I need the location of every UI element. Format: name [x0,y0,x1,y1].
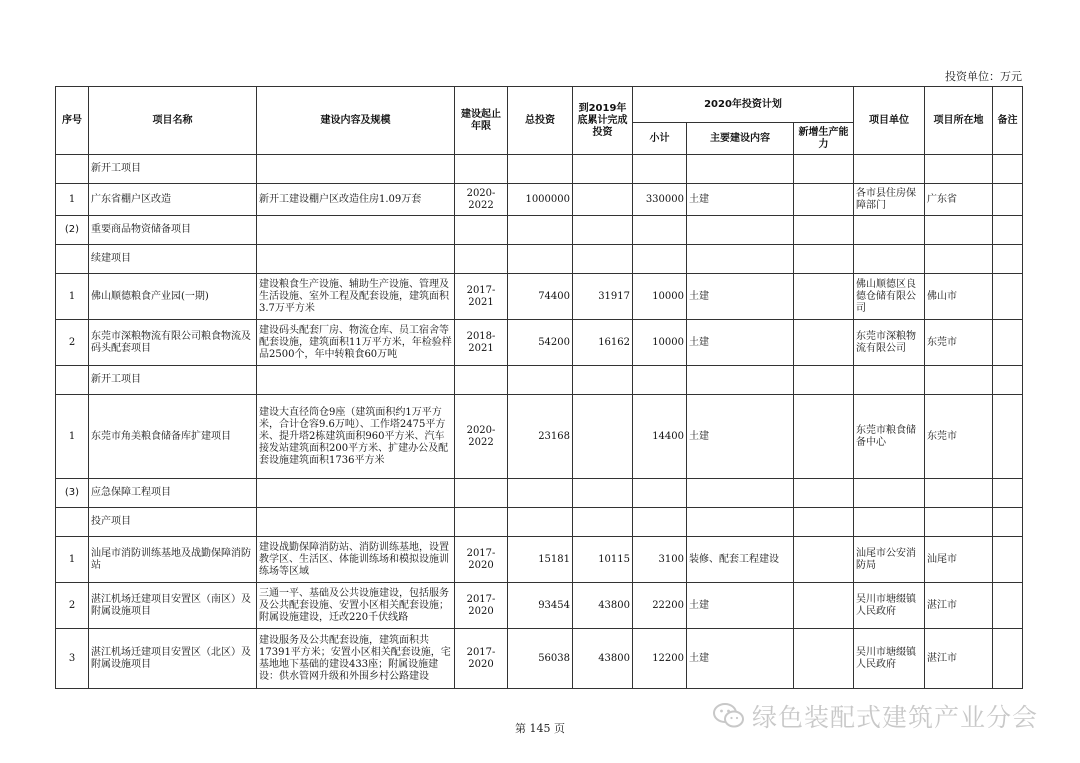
project-note [993,537,1023,583]
row-seq: 1 [56,274,89,320]
empty-cell [508,245,573,274]
empty-cell [993,216,1023,245]
project-location: 东莞市 [925,395,993,479]
project-location: 广东省 [925,184,993,216]
project-note [993,184,1023,216]
total-investment: 93454 [508,583,573,629]
project-name: 汕尾市消防训练基地及战勤保障消防站 [89,537,257,583]
project-name: 广东省棚户区改造 [89,184,257,216]
project-period: 2017-2020 [455,629,508,689]
watermark [712,698,1038,734]
plan-subtotal: 22200 [633,583,687,629]
project-row [56,583,1023,629]
section-row [56,508,1023,537]
project-location: 汕尾市 [925,537,993,583]
empty-cell [508,155,573,184]
project-name: 东莞市深粮物流有限公司粮食物流及码头配套项目 [89,320,257,366]
row-seq: 1 [56,184,89,216]
project-period: 2017-2021 [455,274,508,320]
empty-cell [794,479,854,508]
empty-cell [925,366,993,395]
project-note [993,583,1023,629]
section-row [56,216,1023,245]
section-title: 新开工项目 [89,155,257,184]
section-seq [56,245,89,274]
project-scope: 建设战勤保障消防站、消防训练基地，设置教学区、生活区、体能训练场和模拟设施训练场等区域 [257,537,455,583]
empty-cell [687,245,794,274]
cumulative-investment: 43800 [573,583,633,629]
project-scope: 建设大直径筒仓9座（建筑面积约1万平方米，合计仓容9.6万吨）、工作塔2475平方米、提升塔2栋建筑面积960平方米、汽车接发站建筑面积200平方米、扩建办公及配套设施建筑面积1736平方米 [257,395,455,479]
project-row [56,395,1023,479]
empty-cell [993,508,1023,537]
empty-cell [925,245,993,274]
header-note: 备注 [993,87,1023,155]
project-period: 2017-2020 [455,537,508,583]
empty-cell [687,155,794,184]
cumulative-investment [573,395,633,479]
table-header [56,87,1023,155]
main-content: 土建 [687,583,794,629]
empty-cell [257,155,455,184]
project-location: 佛山市 [925,274,993,320]
total-investment: 1000000 [508,184,573,216]
empty-cell [993,245,1023,274]
empty-cell [257,479,455,508]
header-project-name: 项目名称 [89,87,257,155]
empty-cell [633,155,687,184]
row-seq: 3 [56,629,89,689]
main-content: 土建 [687,629,794,689]
project-unit: 东莞市粮食储备中心 [854,395,925,479]
project-period: 2017-2020 [455,583,508,629]
section-title: 重要商品物资储备项目 [89,216,257,245]
empty-cell [854,508,925,537]
empty-cell [794,245,854,274]
cumulative-investment: 43800 [573,629,633,689]
empty-cell [455,155,508,184]
empty-cell [508,479,573,508]
new-capacity [794,629,854,689]
empty-cell [257,245,455,274]
main-content: 土建 [687,395,794,479]
header-2020-plan: 2020年投资计划 [633,87,854,123]
empty-cell [508,366,573,395]
empty-cell [993,155,1023,184]
project-unit: 东莞市深粮物流有限公司 [854,320,925,366]
section-title: 新开工项目 [89,366,257,395]
project-unit: 汕尾市公安消防局 [854,537,925,583]
section-seq [56,366,89,395]
header-cumulative-investment: 到2019年底累计完成投资 [573,87,633,155]
project-name: 佛山顺德粮食产业园(一期) [89,274,257,320]
project-note [993,629,1023,689]
section-seq: (3) [56,479,89,508]
project-unit: 各市县住房保障部门 [854,184,925,216]
plan-subtotal: 10000 [633,274,687,320]
watermark-text: 绿色装配式建筑产业分会 [752,703,1039,732]
empty-cell [854,155,925,184]
empty-cell [573,366,633,395]
empty-cell [455,508,508,537]
new-capacity [794,537,854,583]
empty-cell [925,508,993,537]
section-seq [56,155,89,184]
empty-cell [925,479,993,508]
project-note [993,395,1023,479]
project-name: 东莞市角美粮食储备库扩建项目 [89,395,257,479]
empty-cell [794,366,854,395]
section-title: 投产项目 [89,508,257,537]
new-capacity [794,395,854,479]
cumulative-investment: 16162 [573,320,633,366]
row-seq: 2 [56,320,89,366]
empty-cell [687,508,794,537]
row-seq: 2 [56,583,89,629]
new-capacity [794,274,854,320]
empty-cell [687,366,794,395]
empty-cell [573,155,633,184]
main-content: 土建 [687,184,794,216]
section-row [56,155,1023,184]
total-investment: 74400 [508,274,573,320]
empty-cell [508,508,573,537]
header-subtotal: 小计 [633,123,687,155]
empty-cell [925,216,993,245]
empty-cell [573,479,633,508]
main-content: 土建 [687,274,794,320]
empty-cell [687,479,794,508]
empty-cell [257,216,455,245]
plan-subtotal: 10000 [633,320,687,366]
total-investment: 23168 [508,395,573,479]
project-name: 湛江机场迁建项目安置区（北区）及附属设施项目 [89,629,257,689]
plan-subtotal: 14400 [633,395,687,479]
project-unit: 吴川市塘缀镇人民政府 [854,583,925,629]
empty-cell [573,245,633,274]
empty-cell [687,216,794,245]
header-seq: 序号 [56,87,89,155]
project-row [56,537,1023,583]
new-capacity [794,583,854,629]
empty-cell [854,479,925,508]
project-scope: 建设服务及公共配套设施，建筑面积共17391平方米；安置小区相关配套设施，宅基地地下基础的建设433座；附属设施建设：供水管网升级和外围乡村公路建设 [257,629,455,689]
plan-subtotal: 330000 [633,184,687,216]
page-number: 第 145 页 [515,722,565,735]
main-content: 装修、配套工程建设 [687,537,794,583]
empty-cell [794,155,854,184]
project-note [993,320,1023,366]
cumulative-investment: 10115 [573,537,633,583]
empty-cell [455,366,508,395]
empty-cell [633,366,687,395]
empty-cell [633,216,687,245]
wechat-icon [712,701,746,731]
empty-cell [573,508,633,537]
header-period: 建设起止年限 [455,87,508,155]
empty-cell [794,216,854,245]
project-scope: 建设码头配套厂房、物流仓库、员工宿舍等配套设施，建筑面积11万平方米，年检验样品2500个，年中转粮食60万吨 [257,320,455,366]
investment-unit-label: 投资单位：万元 [945,70,1022,83]
table-body [56,155,1023,689]
project-scope: 建设粮食生产设施、辅助生产设施、管理及生活设施、室外工程及配套设施，建筑面积3.7万平方米 [257,274,455,320]
investment-plan-table [55,86,1023,689]
project-note [993,274,1023,320]
section-title: 应急保障工程项目 [89,479,257,508]
empty-cell [794,508,854,537]
empty-cell [573,216,633,245]
section-title: 续建项目 [89,245,257,274]
project-period: 2020-2022 [455,395,508,479]
header-project-unit: 项目单位 [854,87,925,155]
empty-cell [854,366,925,395]
header-total-investment: 总投资 [508,87,573,155]
section-row [56,245,1023,274]
empty-cell [854,216,925,245]
project-location: 湛江市 [925,583,993,629]
cumulative-investment [573,184,633,216]
project-row [56,274,1023,320]
project-scope: 三通一平、基础及公共设施建设，包括服务及公共配套设施、安置小区相关配套设施；附属设施建设，迁改220千伏线路 [257,583,455,629]
row-seq: 1 [56,395,89,479]
project-unit: 吴川市塘缀镇人民政府 [854,629,925,689]
header-new-capacity: 新增生产能力 [794,123,854,155]
empty-cell [925,155,993,184]
project-unit: 佛山顺德区良德仓储有限公司 [854,274,925,320]
main-content: 土建 [687,320,794,366]
empty-cell [633,479,687,508]
plan-subtotal: 12200 [633,629,687,689]
new-capacity [794,320,854,366]
project-location: 湛江市 [925,629,993,689]
project-row [56,320,1023,366]
project-name: 湛江机场迁建项目安置区（南区）及附属设施项目 [89,583,257,629]
new-capacity [794,184,854,216]
section-seq: (2) [56,216,89,245]
header-scope: 建设内容及规模 [257,87,455,155]
empty-cell [854,245,925,274]
empty-cell [455,216,508,245]
empty-cell [455,245,508,274]
empty-cell [993,366,1023,395]
total-investment: 56038 [508,629,573,689]
section-seq [56,508,89,537]
cumulative-investment: 31917 [573,274,633,320]
project-location: 东莞市 [925,320,993,366]
section-row [56,366,1023,395]
project-period: 2018-2021 [455,320,508,366]
empty-cell [257,508,455,537]
empty-cell [633,245,687,274]
plan-subtotal: 3100 [633,537,687,583]
project-period: 2020-2022 [455,184,508,216]
project-row [56,629,1023,689]
section-row [56,479,1023,508]
header-main-content: 主要建设内容 [687,123,794,155]
total-investment: 54200 [508,320,573,366]
empty-cell [508,216,573,245]
empty-cell [993,479,1023,508]
header-location: 项目所在地 [925,87,993,155]
project-scope: 新开工建设棚户区改造住房1.09万套 [257,184,455,216]
empty-cell [455,479,508,508]
project-row [56,184,1023,216]
row-seq: 1 [56,537,89,583]
empty-cell [633,508,687,537]
total-investment: 15181 [508,537,573,583]
empty-cell [257,366,455,395]
